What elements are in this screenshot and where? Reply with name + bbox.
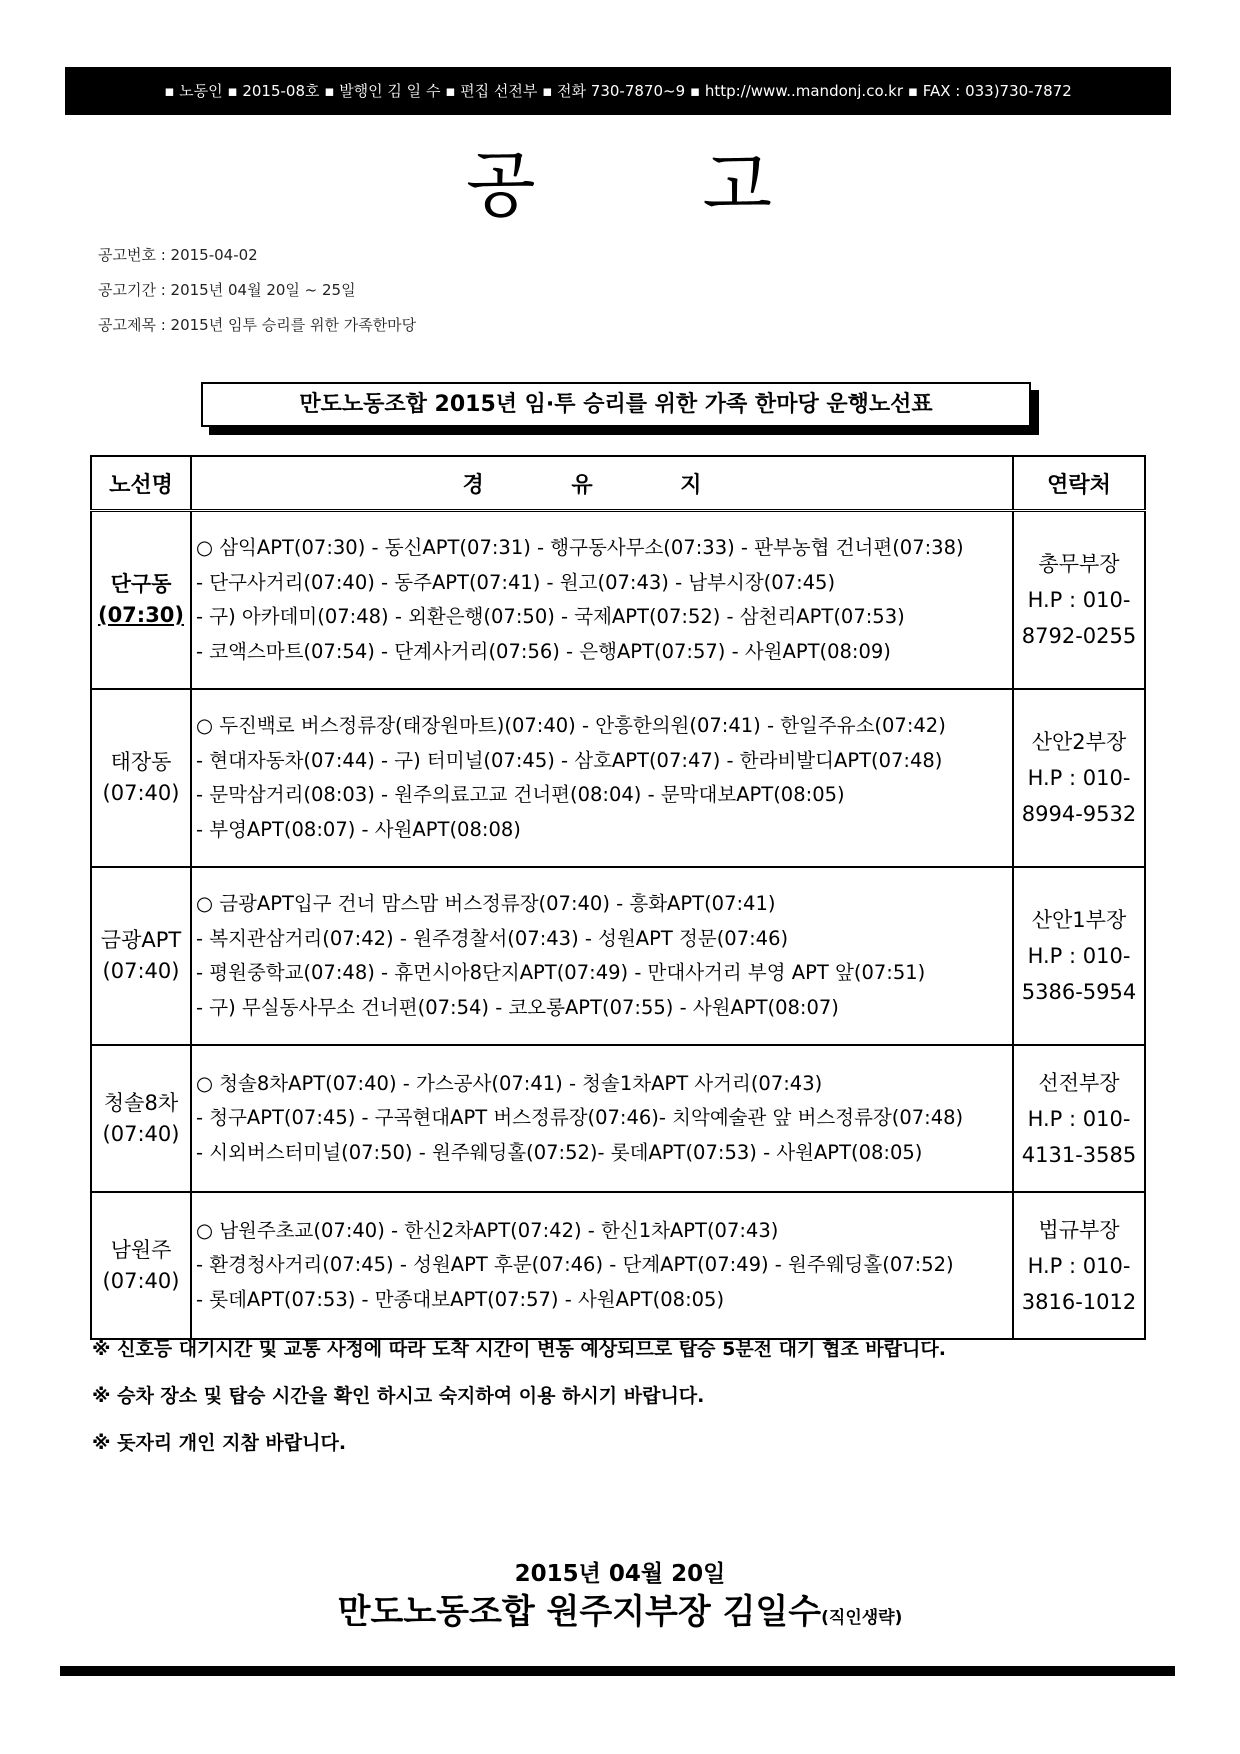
route-name-cell bbox=[91, 867, 191, 1045]
contact-hp: H.P : 010- bbox=[1027, 1253, 1131, 1278]
stop-line: - 환경청사거리(07:45) - 성원APT 후문(07:46) - 단계APT(07:49) - 원주웨딩홀(07:52) bbox=[196, 1253, 954, 1277]
route-time: (07:40) bbox=[102, 1121, 180, 1146]
contact-title: 법규부장 bbox=[1038, 1217, 1120, 1242]
contact-number: 5386-5954 bbox=[1021, 980, 1137, 1004]
route-name-cell bbox=[91, 511, 191, 690]
contact-hp: H.P : 010- bbox=[1027, 766, 1131, 790]
stop-line: - 부영APT(08:07) - 사원APT(08:08) bbox=[196, 817, 521, 841]
seal-note: (직인생략) bbox=[821, 1608, 903, 1628]
signature-name: 만도노동조합 원주지부장 김일수 bbox=[337, 1592, 822, 1632]
contact-title: 선전부장 bbox=[1038, 1070, 1120, 1095]
bottom-rule bbox=[60, 1666, 1175, 1676]
route-stops bbox=[191, 689, 1013, 867]
stop-line: - 청구APT(07:45) - 구곡현대APT 버스정류장(07:46)- 치악예술관 앞 버스정류장(07:48) bbox=[196, 1106, 964, 1130]
notice-number: 공고번호 : 2015-04-02 bbox=[98, 246, 258, 264]
contact-number: 8792-0255 bbox=[1021, 624, 1137, 648]
route-name: 태장동 bbox=[110, 750, 172, 774]
route-name-cell bbox=[91, 1192, 191, 1339]
contact-cell bbox=[1013, 1192, 1145, 1339]
header-via bbox=[191, 456, 1013, 511]
route-time: (07:40) bbox=[102, 1268, 180, 1293]
notice-period: 공고기간 : 2015년 04월 20일 ~ 25일 bbox=[98, 281, 356, 299]
issue-date: 2015년 04월 20일 bbox=[514, 1561, 726, 1587]
contact-hp: H.P : 010- bbox=[1027, 588, 1131, 612]
notice-meta bbox=[98, 245, 416, 350]
stop-line: - 문막삼거리(08:03) - 원주의료고교 건너편(08:04) - 문막대보APT(08:05) bbox=[196, 783, 845, 806]
stop-line: - 복지관삼거리(07:42) - 원주경찰서(07:43) - 성원APT 정문(07:46) bbox=[196, 926, 789, 950]
contact-title: 산안2부장 bbox=[1031, 730, 1127, 754]
page-title-left: 공 bbox=[465, 143, 538, 227]
table-row bbox=[91, 867, 1145, 1045]
stop-line: - 롯데APT(07:53) - 만종대보APT(07:57) - 사원APT(08:05) bbox=[196, 1287, 725, 1311]
route-name: 단구동 bbox=[110, 572, 172, 596]
signature bbox=[0, 1588, 1240, 1642]
contact-title: 산안1부장 bbox=[1031, 908, 1127, 932]
route-name: 청솔8차 bbox=[103, 1090, 179, 1115]
route-stops bbox=[191, 511, 1013, 690]
stop-line: ○ 청솔8차APT(07:40) - 가스공사(07:41) - 청솔1차APT 사거리(07:43) bbox=[196, 1071, 823, 1095]
stop-line: ○ 남원주초교(07:40) - 한신2차APT(07:42) - 한신1차APT(07:43) bbox=[196, 1218, 779, 1242]
contact-cell bbox=[1013, 511, 1145, 690]
notice-subject: 공고제목 : 2015년 임투 승리를 위한 가족한마당 bbox=[98, 316, 417, 334]
notes bbox=[92, 1335, 946, 1476]
route-stops bbox=[191, 1192, 1013, 1339]
stop-line: - 평원중학교(07:48) - 휴먼시아8단지APT(07:49) - 만대사거리 부영 APT 앞(07:51) bbox=[196, 961, 926, 984]
header-route: 노선명 bbox=[91, 456, 191, 511]
table-row bbox=[91, 1192, 1145, 1339]
route-name-cell bbox=[91, 689, 191, 867]
header-via-label: 경 유 지 bbox=[462, 472, 742, 498]
route-time: (07:40) bbox=[102, 959, 180, 983]
page-title bbox=[0, 140, 1240, 230]
stop-line: - 시외버스터미널(07:50) - 원주웨딩홀(07:52)- 롯데APT(07:53) - 사원APT(08:05) bbox=[196, 1140, 923, 1164]
route-name-cell bbox=[91, 1045, 191, 1192]
route-name: 남원주 bbox=[110, 1237, 172, 1262]
note-item: ※ 돗자리 개인 지참 바랍니다. bbox=[92, 1432, 347, 1454]
contact-number: 3816-1012 bbox=[1021, 1289, 1137, 1314]
contact-cell bbox=[1013, 689, 1145, 867]
page-title-right: 고 bbox=[702, 143, 775, 227]
stop-line: ○ 금광APT입구 건너 맘스맘 버스정류장(07:40) - 흥화APT(07:41) bbox=[196, 892, 776, 915]
header-text: ▪ 노동인 ▪ 2015-08호 ▪ 발행인 김 일 수 ▪ 편집 선전부 ▪ 전화 730-7870~9 ▪ http://www..mandonj.co.kr ▪ FAX : 033)730-7872 bbox=[164, 82, 1072, 100]
stop-line: - 구) 무실동사무소 건너편(07:54) - 코오롱APT(07:55) - 사원APT(08:07) bbox=[196, 995, 839, 1019]
table-title-box bbox=[201, 382, 1039, 435]
table-row bbox=[91, 511, 1145, 690]
table-title: 만도노동조합 2015년 임·투 승리를 위한 가족 한마당 운행노선표 bbox=[201, 382, 1031, 427]
table-header-row bbox=[91, 456, 1145, 511]
stop-line: - 현대자동차(07:44) - 구) 터미널(07:45) - 삼호APT(07:47) - 한라비발디APT(07:48) bbox=[196, 748, 943, 772]
contact-number: 8994-9532 bbox=[1021, 802, 1137, 826]
route-stops bbox=[191, 867, 1013, 1045]
table-row bbox=[91, 689, 1145, 867]
route-stops bbox=[191, 1045, 1013, 1192]
route-name: 금광APT bbox=[100, 928, 182, 952]
contact-cell bbox=[1013, 1045, 1145, 1192]
note-item: ※ 승차 장소 및 탑승 시간을 확인 하시고 숙지하여 이용 하시기 바랍니다. bbox=[92, 1385, 705, 1407]
contact-hp: H.P : 010- bbox=[1027, 1106, 1131, 1131]
contact-title: 총무부장 bbox=[1038, 552, 1120, 576]
stop-line: - 코액스마트(07:54) - 단계사거리(07:56) - 은행APT(07:57) - 사원APT(08:09) bbox=[196, 639, 891, 663]
stop-line: - 단구사거리(07:40) - 동주APT(07:41) - 원고(07:43) - 남부시장(07:45) bbox=[196, 570, 836, 594]
stop-line: - 구) 아카데미(07:48) - 외환은행(07:50) - 국제APT(07:52) - 삼천리APT(07:53) bbox=[196, 605, 905, 628]
contact-number: 4131-3585 bbox=[1021, 1142, 1137, 1167]
route-time: (07:30) bbox=[97, 603, 185, 627]
header-bar bbox=[65, 67, 1171, 115]
table-row bbox=[91, 1045, 1145, 1192]
stop-line: ○ 두진백로 버스정류장(태장원마트)(07:40) - 안흥한의원(07:41) - 한일주유소(07:42) bbox=[196, 714, 946, 737]
stop-line: ○ 삼익APT(07:30) - 동신APT(07:31) - 행구동사무소(07:33) - 판부농협 건너편(07:38) bbox=[196, 536, 964, 559]
route-time: (07:40) bbox=[102, 781, 180, 805]
contact-hp: H.P : 010- bbox=[1027, 944, 1131, 968]
route-table bbox=[90, 455, 1146, 1340]
note-item: ※ 신호등 대기시간 및 교통 사정에 따라 도착 시간이 변동 예상되므로 탑승 5분전 대기 협조 바랍니다. bbox=[92, 1338, 946, 1360]
header-contact: 연락처 bbox=[1013, 456, 1145, 511]
contact-cell bbox=[1013, 867, 1145, 1045]
